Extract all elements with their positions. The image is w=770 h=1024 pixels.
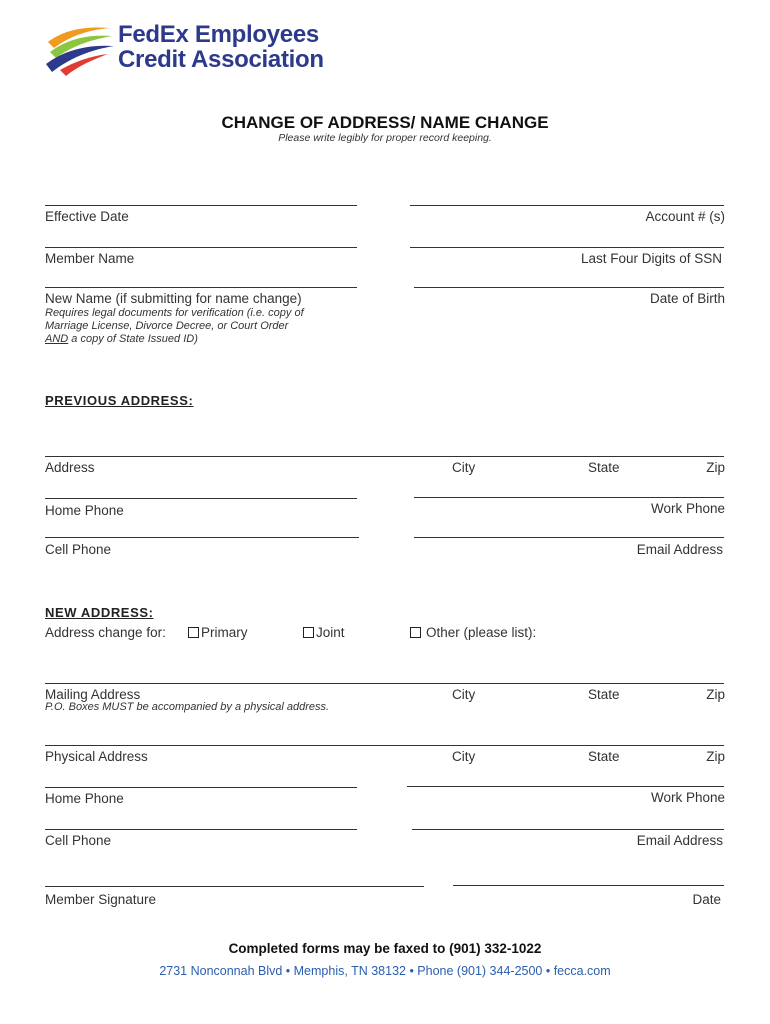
- new-name-label: New Name (if submitting for name change): [45, 291, 302, 306]
- new-email-label: Email Address: [636, 833, 723, 848]
- logo-line-2: Credit Association: [118, 46, 324, 73]
- fax-instructions: Completed forms may be faxed to (901) 332-1022: [228, 941, 542, 956]
- previous-cell-phone-label: Cell Phone: [45, 542, 112, 557]
- mailing-zip-label: Zip: [706, 687, 725, 702]
- new-cell-phone-label: Cell Phone: [45, 833, 112, 848]
- other-label: Other (please list):: [426, 625, 537, 640]
- new-work-phone-label: Work Phone: [650, 790, 725, 805]
- physical-address-label: Physical Address: [45, 749, 148, 764]
- previous-home-phone-label: Home Phone: [45, 503, 124, 518]
- signature-date-field[interactable]: [453, 885, 724, 886]
- note-line-2: Marriage License, Divorce Decree, or Court Order: [45, 320, 289, 332]
- fecca-logo-swoosh-icon: [44, 22, 116, 76]
- account-field[interactable]: [410, 205, 724, 206]
- joint-option[interactable]: [303, 625, 345, 640]
- mailing-address-label: Mailing Address: [45, 687, 141, 702]
- ssn-field[interactable]: [410, 247, 724, 248]
- mailing-city-label: City: [452, 687, 476, 702]
- member-signature-field[interactable]: [45, 886, 424, 887]
- previous-email-label: Email Address: [636, 542, 723, 557]
- signature-date-label: Date: [692, 892, 721, 907]
- previous-work-phone-label: Work Phone: [650, 501, 725, 516]
- fecca-logo-text: [118, 22, 324, 72]
- new-email-field[interactable]: [412, 829, 724, 830]
- new-address-heading: NEW ADDRESS:: [45, 605, 154, 620]
- new-home-phone-label: Home Phone: [45, 791, 124, 806]
- new-name-field[interactable]: [45, 287, 357, 288]
- dob-label: Date of Birth: [649, 291, 725, 306]
- new-work-phone-field[interactable]: [407, 786, 724, 787]
- previous-work-phone-field[interactable]: [414, 497, 724, 498]
- effective-date-label: Effective Date: [45, 209, 129, 224]
- form-title: CHANGE OF ADDRESS/ NAME CHANGE: [221, 113, 549, 132]
- previous-address-heading: PREVIOUS ADDRESS:: [45, 393, 194, 408]
- physical-address-field[interactable]: [45, 745, 724, 746]
- form-subtitle: Please write legibly for proper record keeping.: [278, 132, 492, 144]
- previous-state-label: State: [588, 460, 620, 475]
- previous-zip-label: Zip: [706, 460, 725, 475]
- legal-documents-note: [45, 307, 304, 346]
- ssn-label: Last Four Digits of SSN: [580, 251, 722, 266]
- effective-date-field[interactable]: [45, 205, 357, 206]
- note-line-1: Requires legal documents for verification (i.e. copy of: [45, 307, 304, 319]
- previous-address-field[interactable]: [45, 456, 724, 457]
- joint-label: Joint: [316, 625, 345, 640]
- note-line-3-rest: a copy of State Issued ID): [68, 333, 198, 345]
- previous-city-label: City: [452, 460, 476, 475]
- account-label: Account # (s): [645, 209, 725, 224]
- physical-state-label: State: [588, 749, 620, 764]
- primary-checkbox[interactable]: [188, 627, 199, 638]
- logo-line-1: FedEx Employees: [118, 21, 319, 48]
- member-name-field[interactable]: [45, 247, 357, 248]
- other-checkbox[interactable]: [410, 627, 421, 638]
- address-change-for-label: Address change for:: [45, 625, 166, 640]
- new-home-phone-field[interactable]: [45, 787, 357, 788]
- other-option[interactable]: [410, 625, 536, 640]
- mailing-state-label: State: [588, 687, 620, 702]
- contact-address: 2731 Nonconnah Blvd • Memphis, TN 38132 • Phone (901) 344-2500 • fecca.com: [159, 964, 611, 978]
- member-signature-label: Member Signature: [45, 892, 157, 907]
- note-and: AND: [45, 333, 69, 345]
- new-cell-phone-field[interactable]: [45, 829, 357, 830]
- primary-option[interactable]: [188, 625, 248, 640]
- previous-home-phone-field[interactable]: [45, 498, 357, 499]
- previous-address-label: Address: [45, 460, 95, 475]
- previous-email-field[interactable]: [414, 537, 724, 538]
- po-box-note: P.O. Boxes MUST be accompanied by a physical address.: [45, 701, 330, 713]
- note-line-3: [45, 333, 304, 346]
- joint-checkbox[interactable]: [303, 627, 314, 638]
- previous-cell-phone-field[interactable]: [45, 537, 359, 538]
- physical-city-label: City: [452, 749, 476, 764]
- mailing-address-field[interactable]: [45, 683, 724, 684]
- primary-label: Primary: [201, 625, 248, 640]
- physical-zip-label: Zip: [706, 749, 725, 764]
- dob-field[interactable]: [414, 287, 724, 288]
- member-name-label: Member Name: [45, 251, 135, 266]
